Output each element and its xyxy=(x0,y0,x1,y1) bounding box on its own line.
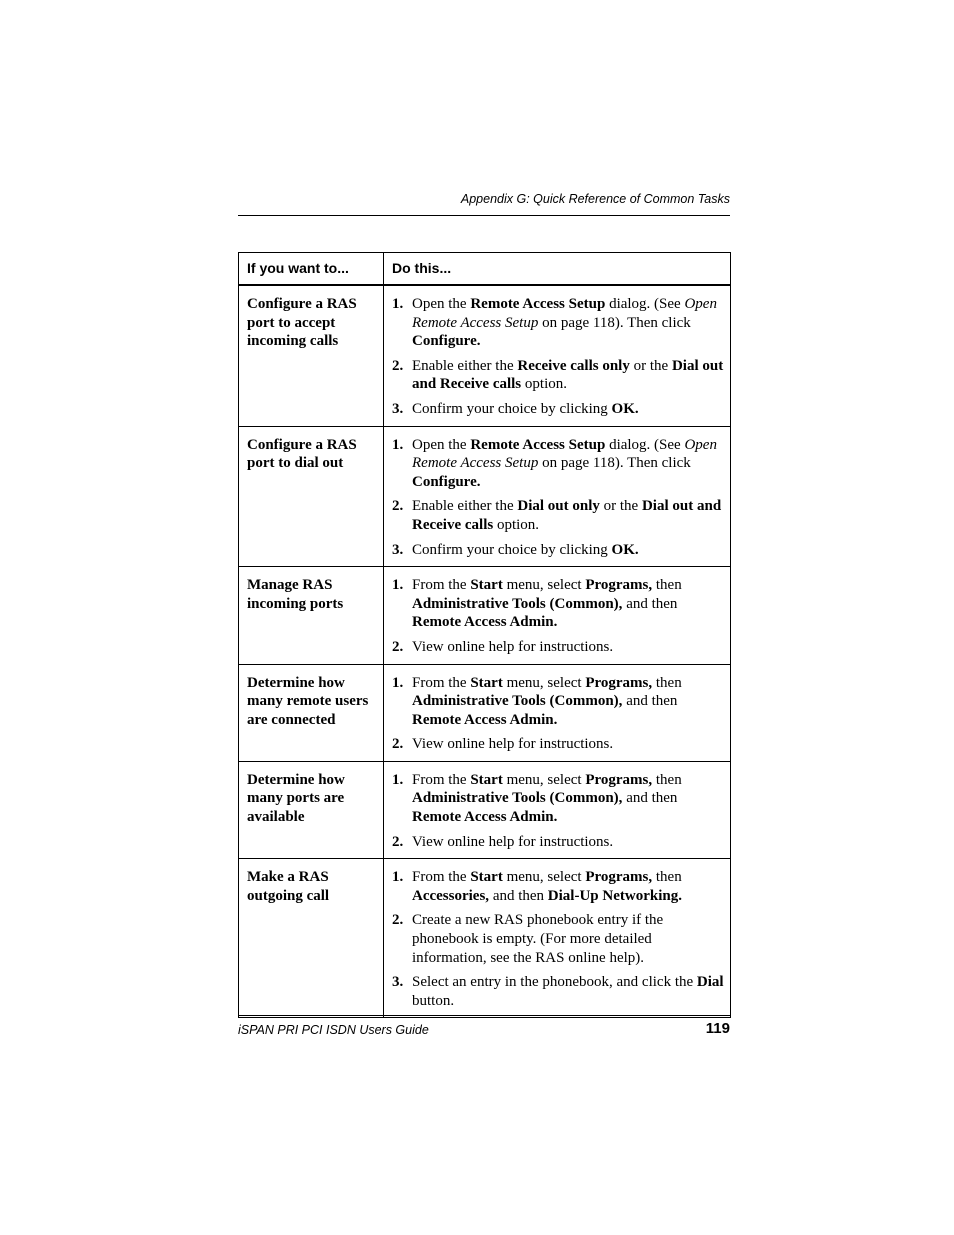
header-rule xyxy=(238,215,730,216)
steps-cell xyxy=(384,567,731,664)
task-cell: Configure a RAS port to dial out xyxy=(239,426,384,567)
step-text: From the Start menu, select Programs, then Administrative Tools (Common), and then Remote Access Admin. xyxy=(412,674,682,728)
steps-cell xyxy=(384,859,731,1018)
step-item xyxy=(392,638,724,657)
step-number: 1. xyxy=(392,436,404,453)
table-row xyxy=(239,859,731,1018)
column-header-steps: Do this... xyxy=(384,253,731,286)
step-text: Open the Remote Access Setup dialog. (See Open Remote Access Setup on page 118). Then click Configure. xyxy=(412,296,717,350)
step-number: 1. xyxy=(392,674,404,691)
task-cell: Manage RAS incoming ports xyxy=(239,567,384,664)
step-text: View online help for instructions. xyxy=(412,833,614,850)
step-number: 1. xyxy=(392,869,404,886)
column-header-task: If you want to... xyxy=(239,253,384,286)
steps-cell xyxy=(384,285,731,426)
table-header-row xyxy=(239,253,731,286)
task-cell: Make a RAS outgoing call xyxy=(239,859,384,1018)
steps-cell xyxy=(384,426,731,567)
step-text: Confirm your choice by clicking OK. xyxy=(412,400,639,417)
footer-title: iSPAN PRI PCI ISDN Users Guide xyxy=(238,1023,429,1037)
step-text: From the Start menu, select Programs, then Administrative Tools (Common), and then Remote Access Admin. xyxy=(412,577,682,631)
step-text: From the Start menu, select Programs, then Accessories, and then Dial-Up Networking. xyxy=(412,869,682,904)
step-text: Select an entry in the phonebook, and click the Dial button. xyxy=(412,974,724,1009)
table-row xyxy=(239,761,731,858)
step-item xyxy=(392,674,724,730)
footer-rule xyxy=(238,1015,730,1016)
step-number: 2. xyxy=(392,736,404,753)
step-item xyxy=(392,295,724,351)
step-number: 1. xyxy=(392,577,404,594)
step-text: Enable either the Dial out only or the Dial out and Receive calls option. xyxy=(412,498,722,533)
step-number: 2. xyxy=(392,638,404,655)
step-text: Confirm your choice by clicking OK. xyxy=(412,541,639,558)
step-item xyxy=(392,497,724,534)
step-item xyxy=(392,735,724,754)
table-row xyxy=(239,285,731,426)
step-item xyxy=(392,436,724,492)
quick-reference-table xyxy=(238,252,731,1018)
table-row xyxy=(239,567,731,664)
task-cell: Determine how many ports are available xyxy=(239,761,384,858)
step-text: View online help for instructions. xyxy=(412,736,614,753)
step-item xyxy=(392,400,724,419)
step-item xyxy=(392,911,724,967)
step-item xyxy=(392,576,724,632)
running-head: Appendix G: Quick Reference of Common Tasks xyxy=(460,192,730,206)
step-number: 2. xyxy=(392,357,404,374)
step-number: 3. xyxy=(392,400,404,417)
step-number: 1. xyxy=(392,296,404,312)
table-row xyxy=(239,426,731,567)
step-text: Open the Remote Access Setup dialog. (See Open Remote Access Setup on page 118). Then click Configure. xyxy=(412,436,717,490)
step-item xyxy=(392,541,724,560)
step-number: 2. xyxy=(392,912,404,929)
step-number: 3. xyxy=(392,974,404,991)
steps-cell xyxy=(384,664,731,761)
step-text: Enable either the Receive calls only or the Dial out and Receive calls option. xyxy=(412,357,724,393)
table-row xyxy=(239,664,731,761)
step-number: 2. xyxy=(392,498,404,515)
step-item xyxy=(392,357,724,394)
steps-cell xyxy=(384,761,731,858)
step-item xyxy=(392,973,724,1010)
step-number: 1. xyxy=(392,771,404,788)
step-text: Create a new RAS phonebook entry if the phonebook is empty. (For more detailed information, see the RAS online help). xyxy=(412,912,664,966)
step-item xyxy=(392,771,724,827)
step-item xyxy=(392,868,724,905)
step-number: 3. xyxy=(392,541,404,558)
step-text: From the Start menu, select Programs, then Administrative Tools (Common), and then Remote Access Admin. xyxy=(412,771,682,826)
step-text: View online help for instructions. xyxy=(412,638,614,655)
page-number: 119 xyxy=(705,1020,730,1037)
step-item xyxy=(392,833,724,852)
task-cell: Determine how many remote users are connected xyxy=(239,664,384,761)
task-cell: Configure a RAS port to accept incoming calls xyxy=(239,285,384,426)
step-number: 2. xyxy=(392,833,404,850)
